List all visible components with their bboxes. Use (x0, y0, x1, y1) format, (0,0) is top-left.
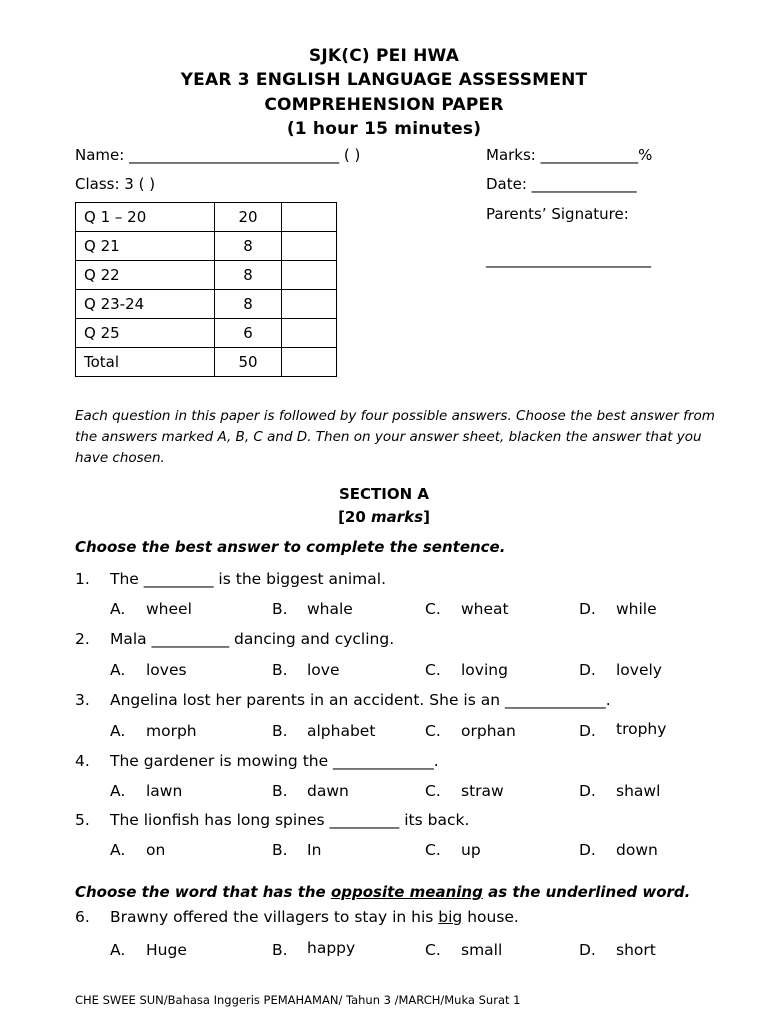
question-number: 2. (75, 630, 90, 648)
question-number: 3. (75, 691, 90, 709)
question-range: Q 1 – 20 (76, 203, 215, 232)
question-number: 5. (75, 811, 90, 829)
option-a[interactable]: loves (146, 661, 187, 679)
option-letter: C. (425, 941, 441, 959)
question-text: The lionfish has long spines _________ its back. (110, 811, 470, 829)
max-marks: 6 (215, 319, 282, 348)
section-marks-open: [20 (338, 508, 372, 526)
option-letter: C. (425, 661, 441, 679)
section-marks-close: ] (423, 508, 430, 526)
question-number: 1. (75, 570, 90, 588)
option-letter: A. (110, 722, 126, 740)
parents-signature-label: Parents’ Signature: (486, 205, 629, 223)
question-range: Q 23-24 (76, 290, 215, 319)
score-cell[interactable] (282, 290, 337, 319)
option-letter: B. (272, 600, 288, 618)
question-range: Total (76, 348, 215, 377)
score-cell[interactable] (282, 203, 337, 232)
question-range: Q 25 (76, 319, 215, 348)
max-marks: 8 (215, 290, 282, 319)
option-d[interactable]: trophy (616, 720, 667, 738)
question-number: 4. (75, 752, 90, 770)
option-c[interactable]: wheat (461, 600, 509, 618)
signature-line[interactable]: ______________________ (486, 250, 651, 268)
option-letter: A. (110, 941, 126, 959)
option-letter: C. (425, 600, 441, 618)
option-a[interactable]: lawn (146, 782, 183, 800)
question-text-pre: Brawny offered the villagers to stay in his (110, 908, 439, 926)
table-row (76, 261, 337, 290)
question-text: Angelina lost her parents in an accident. She is an _____________. (110, 691, 611, 709)
option-b[interactable]: love (307, 661, 340, 679)
question-range: Q 22 (76, 261, 215, 290)
score-cell[interactable] (282, 232, 337, 261)
option-letter: D. (579, 941, 596, 959)
option-c[interactable]: orphan (461, 722, 516, 740)
question-text: The gardener is mowing the _____________. (110, 752, 439, 770)
option-letter: D. (579, 600, 596, 618)
underlined-word: big (438, 908, 463, 926)
option-b[interactable]: happy (307, 939, 356, 957)
option-letter: C. (425, 722, 441, 740)
option-b[interactable]: alphabet (307, 722, 376, 740)
section-marks-word: marks (371, 508, 424, 526)
option-b[interactable]: dawn (307, 782, 349, 800)
table-row (76, 290, 337, 319)
option-letter: B. (272, 782, 288, 800)
option-c[interactable]: up (461, 841, 481, 859)
option-a[interactable]: morph (146, 722, 197, 740)
question-text (110, 908, 519, 926)
option-letter: A. (110, 661, 126, 679)
option-letter: D. (579, 661, 596, 679)
option-d[interactable]: shawl (616, 782, 661, 800)
option-d[interactable]: short (616, 941, 656, 959)
score-cell[interactable] (282, 319, 337, 348)
question-text: Mala __________ dancing and cycling. (110, 630, 395, 648)
score-cell[interactable] (282, 348, 337, 377)
option-letter: B. (272, 941, 288, 959)
marks-field[interactable]: Marks: _____________% (486, 146, 653, 164)
option-b[interactable]: whale (307, 600, 353, 618)
name-field[interactable]: Name: ____________________________ ( ) (75, 146, 361, 164)
question-number: 6. (75, 908, 90, 926)
max-marks: 20 (215, 203, 282, 232)
option-a[interactable]: wheel (146, 600, 192, 618)
max-marks: 50 (215, 348, 282, 377)
page-footer: CHE SWEE SUN/Bahasa Inggeris PEMAHAMAN/ Tahun 3 /MARCH/Muka Surat 1 (75, 993, 521, 1007)
option-d[interactable]: while (616, 600, 657, 618)
directive-opposite-meaning (75, 883, 690, 901)
duration: (1 hour 15 minutes) (286, 119, 482, 139)
score-cell[interactable] (282, 261, 337, 290)
section-title: SECTION A (338, 485, 429, 503)
option-c[interactable]: loving (461, 661, 508, 679)
option-letter: A. (110, 600, 126, 618)
date-field[interactable]: Date: ______________ (486, 175, 637, 193)
question-text: The _________ is the biggest animal. (110, 570, 387, 588)
option-d[interactable]: down (616, 841, 658, 859)
option-c[interactable]: straw (461, 782, 504, 800)
option-letter: C. (425, 841, 441, 859)
option-b[interactable]: In (307, 841, 322, 859)
paper-title: COMPREHENSION PAPER (264, 95, 504, 115)
directive-underlined: opposite meaning (330, 883, 483, 901)
marks-table (75, 202, 337, 377)
option-letter: B. (272, 841, 288, 859)
option-letter: D. (579, 841, 596, 859)
option-letter: B. (272, 661, 288, 679)
question-text-post: house. (462, 908, 519, 926)
table-row (76, 203, 337, 232)
option-letter: D. (579, 722, 596, 740)
table-row (76, 319, 337, 348)
school-name: SJK(C) PEI HWA (308, 46, 460, 66)
option-letter: D. (579, 782, 596, 800)
table-row (76, 232, 337, 261)
option-letter: B. (272, 722, 288, 740)
assessment-title: YEAR 3 ENGLISH LANGUAGE ASSESSMENT (180, 70, 588, 90)
option-letter: A. (110, 782, 126, 800)
option-a[interactable]: on (146, 841, 166, 859)
option-letter: A. (110, 841, 126, 859)
instructions: Each question in this paper is followed by four possible answers. Choose the best answer from the answers marked A, B, C and D. Then on your answer sheet, blacken the answer that you have chosen. (75, 408, 715, 466)
max-marks: 8 (215, 232, 282, 261)
question-range: Q 21 (76, 232, 215, 261)
directive-pre: Choose the word that has the (75, 883, 331, 901)
max-marks: 8 (215, 261, 282, 290)
option-a[interactable]: Huge (146, 941, 187, 959)
directive-post: as the underlined word. (482, 883, 691, 901)
directive-complete-sentence: Choose the best answer to complete the sentence. (75, 538, 506, 556)
table-row (76, 348, 337, 377)
option-c[interactable]: small (461, 941, 503, 959)
section-marks (0, 508, 768, 526)
option-d[interactable]: lovely (616, 661, 662, 679)
option-letter: C. (425, 782, 441, 800)
class-field[interactable]: Class: 3 ( ) (75, 175, 156, 193)
